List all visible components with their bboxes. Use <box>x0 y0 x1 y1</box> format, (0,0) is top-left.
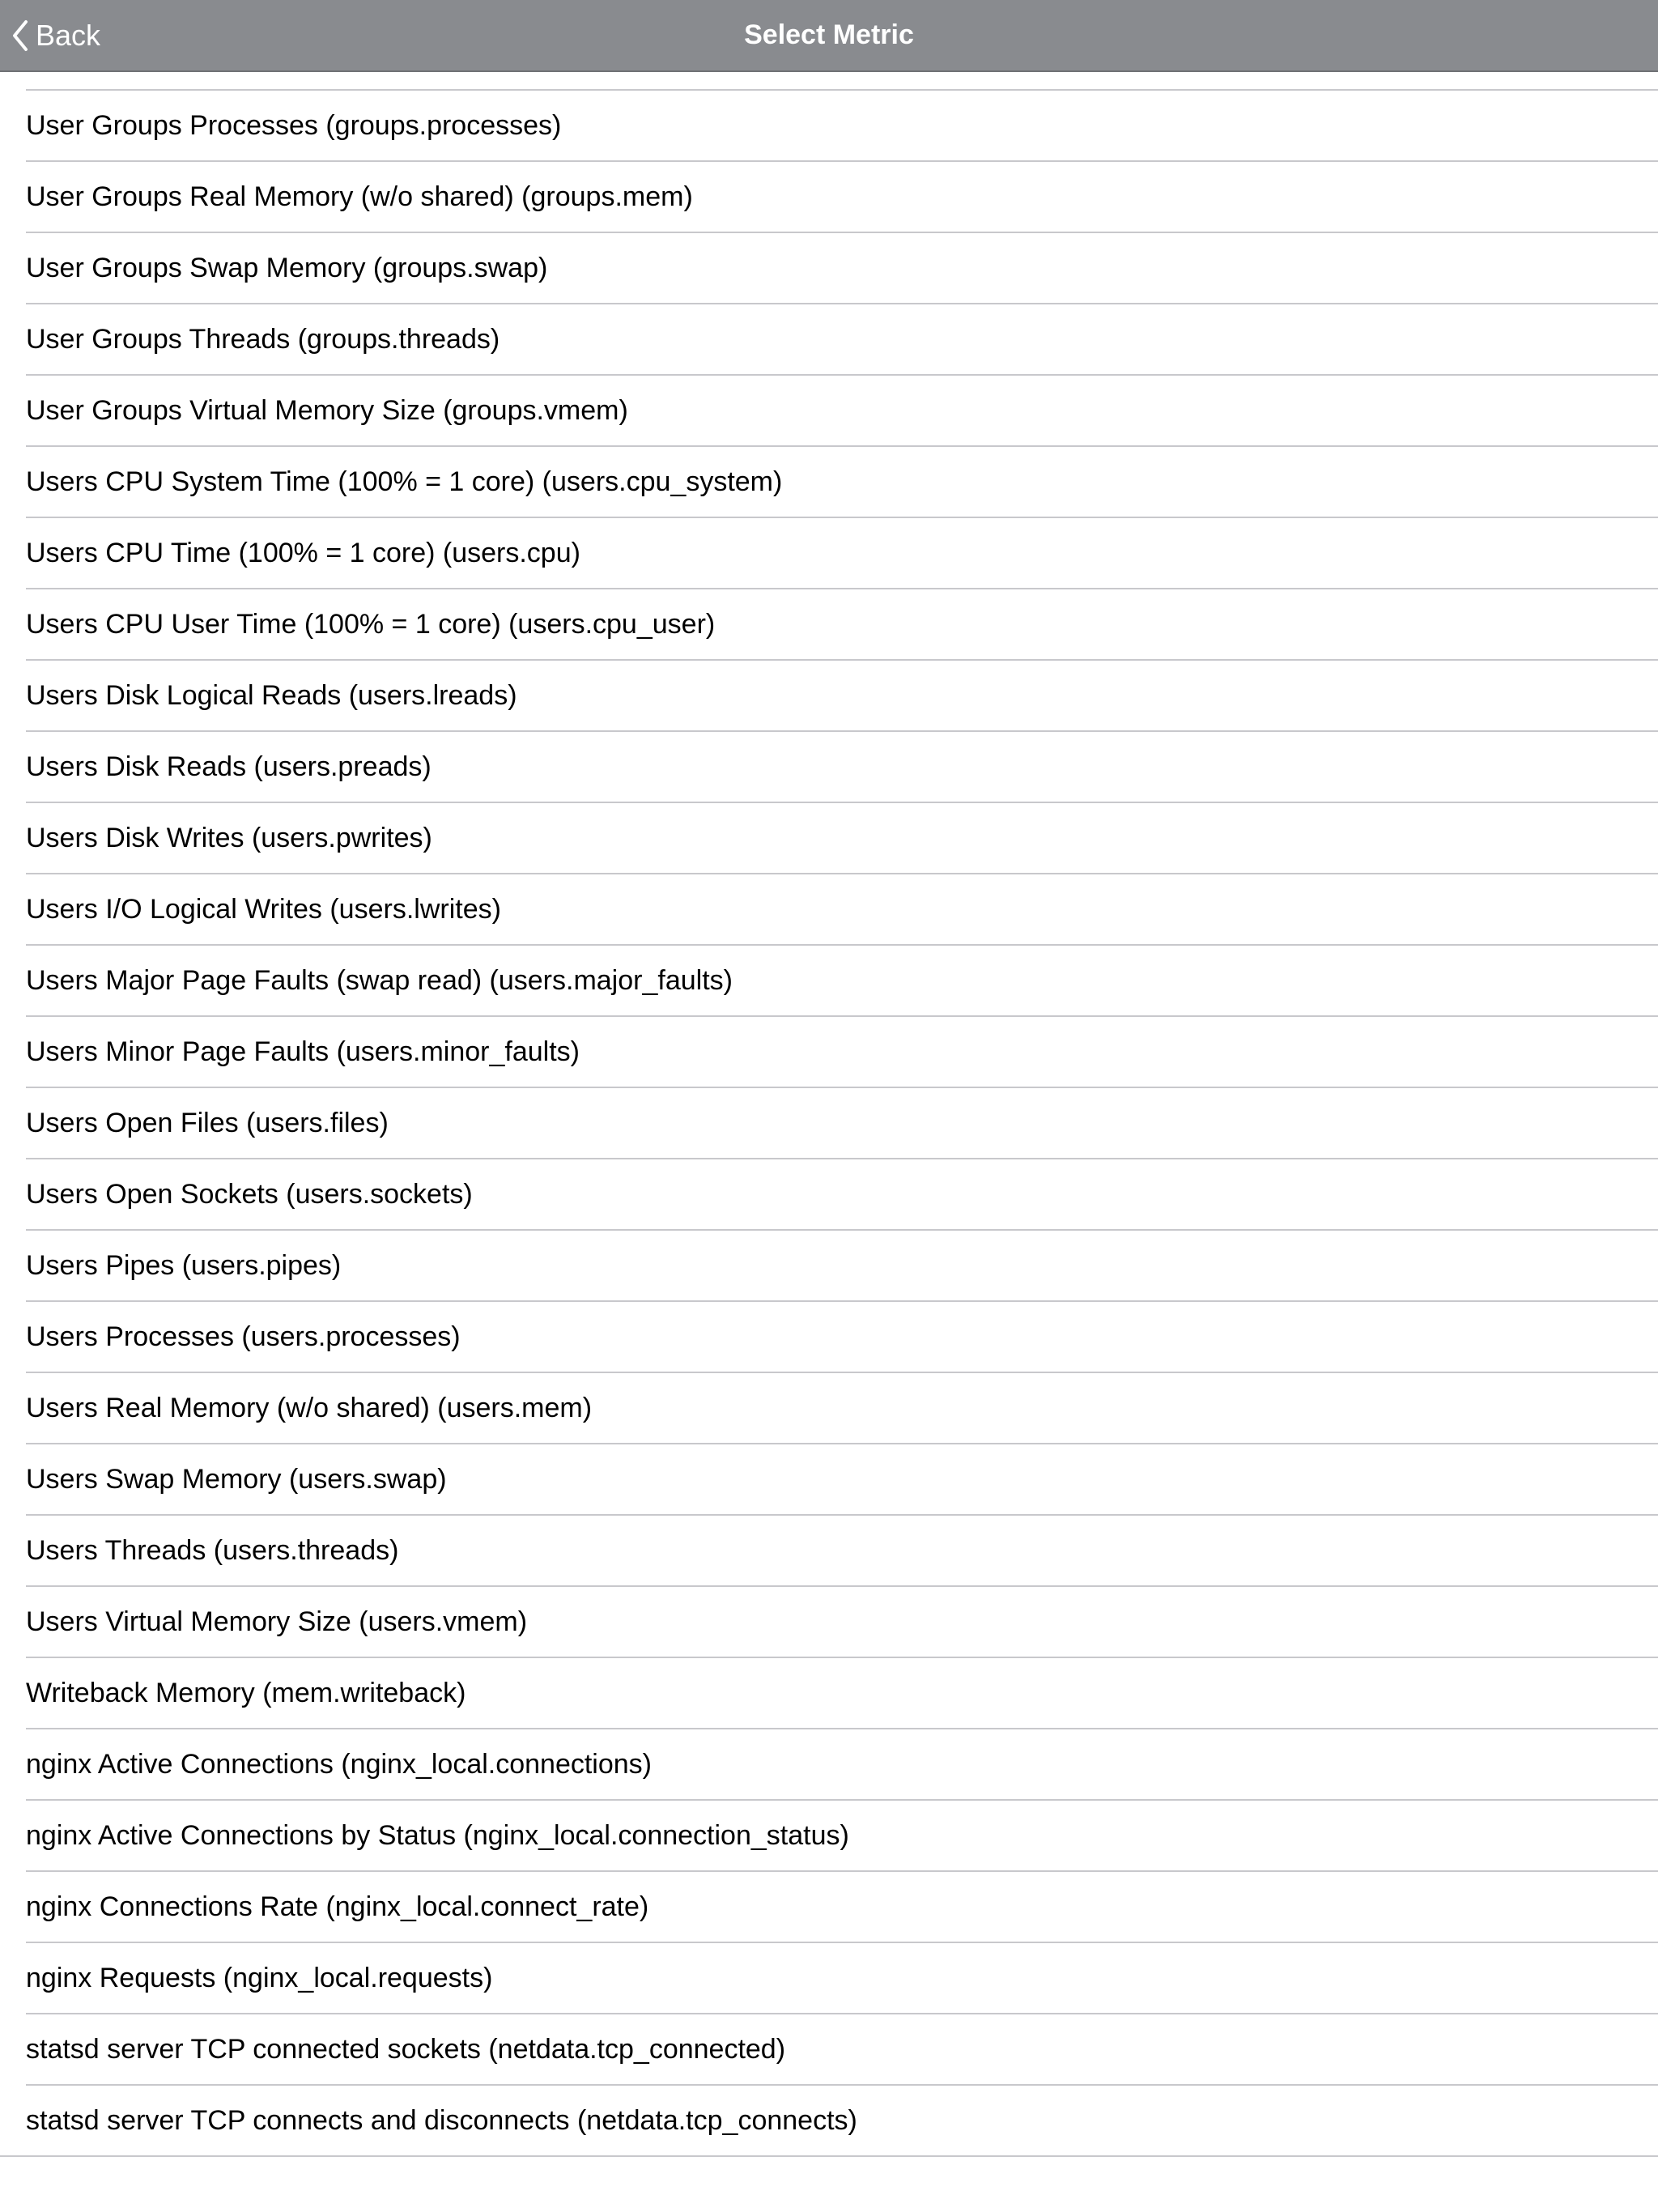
metric-list-item[interactable] <box>26 518 1658 589</box>
metric-label: Users CPU Time (100% = 1 core) (users.cpu) <box>26 537 580 568</box>
metric-list-item[interactable] <box>26 1658 1658 1729</box>
metric-label: statsd server TCP connected sockets (netdata.tcp_connected) <box>26 2033 786 2065</box>
metric-list-item[interactable] <box>26 1088 1658 1159</box>
metric-list-item[interactable] <box>26 1943 1658 2014</box>
metric-list <box>0 19 1658 2157</box>
metric-list-item[interactable] <box>26 162 1658 233</box>
metric-label: Users Real Memory (w/o shared) (users.mem) <box>26 1392 593 1423</box>
metric-label: Users Minor Page Faults (users.minor_faults) <box>26 1036 580 1067</box>
metric-list-item[interactable] <box>26 874 1658 946</box>
metric-label: Users Swap Memory (users.swap) <box>26 1463 447 1495</box>
metric-label: nginx Connections Rate (nginx_local.connect_rate) <box>26 1891 649 1922</box>
metric-label: Users Pipes (users.pipes) <box>26 1249 342 1281</box>
metric-list-item[interactable] <box>26 1801 1658 1872</box>
metric-label: nginx Active Connections by Status (nginx_local.connection_status) <box>26 1819 849 1851</box>
metric-list-item[interactable] <box>26 1444 1658 1516</box>
metric-label: Users Disk Logical Reads (users.lreads) <box>26 679 517 711</box>
metric-label: User Groups Real Memory (w/o shared) (groups.mem) <box>26 181 693 212</box>
metric-list-item[interactable] <box>0 2086 1658 2157</box>
metric-list-item[interactable] <box>26 1159 1658 1231</box>
metric-list-item[interactable] <box>26 1729 1658 1801</box>
navigation-bar <box>0 0 1658 72</box>
metric-label: User Groups Processes (groups.processes) <box>26 109 562 141</box>
metric-list-item[interactable] <box>26 91 1658 162</box>
metric-list-item[interactable] <box>26 946 1658 1017</box>
metric-label: Writeback Memory (mem.writeback) <box>26 1677 466 1708</box>
metric-label: nginx Requests (nginx_local.requests) <box>26 1962 493 1993</box>
metric-label: Users CPU User Time (100% = 1 core) (users.cpu_user) <box>26 608 716 640</box>
metric-list-item[interactable] <box>26 661 1658 732</box>
metric-label: Users Threads (users.threads) <box>26 1534 399 1566</box>
metric-list-item[interactable] <box>26 1872 1658 1943</box>
metric-list-item[interactable] <box>26 1231 1658 1302</box>
metric-list-item[interactable] <box>26 2014 1658 2086</box>
metric-list-item[interactable] <box>26 233 1658 304</box>
metric-list-item[interactable] <box>26 1373 1658 1444</box>
metric-label: User Groups Threads (groups.threads) <box>26 323 500 355</box>
metric-label: Users Open Sockets (users.sockets) <box>26 1178 473 1210</box>
metric-list-item[interactable] <box>26 1017 1658 1088</box>
metric-label: Users I/O Logical Writes (users.lwrites) <box>26 893 501 925</box>
back-label: Back <box>36 18 101 52</box>
metric-list-item[interactable] <box>26 732 1658 803</box>
metric-label: statsd server TCP connects and disconnects (netdata.tcp_connects) <box>26 2104 857 2136</box>
metric-list-item[interactable] <box>26 589 1658 661</box>
metric-list-item[interactable] <box>26 1302 1658 1373</box>
metric-list-item[interactable] <box>26 376 1658 447</box>
metric-label: Users Disk Reads (users.preads) <box>26 751 432 782</box>
metric-label: Users CPU System Time (100% = 1 core) (users.cpu_system) <box>26 466 783 497</box>
metric-label: nginx Active Connections (nginx_local.connections) <box>26 1748 653 1780</box>
metric-label: Users Processes (users.processes) <box>26 1321 461 1352</box>
metric-label: User Groups Swap Memory (groups.swap) <box>26 252 548 283</box>
metric-list-item[interactable] <box>26 1516 1658 1587</box>
metric-label: User Groups Virtual Memory Size (groups.vmem) <box>26 394 628 426</box>
metric-label: Users Open Files (users.files) <box>26 1107 389 1138</box>
metric-list-item[interactable] <box>26 803 1658 874</box>
metric-list-item[interactable] <box>26 447 1658 518</box>
metric-label: Users Disk Writes (users.pwrites) <box>26 822 432 853</box>
metric-list-item[interactable] <box>26 1587 1658 1658</box>
metric-label: Users Major Page Faults (swap read) (users.major_faults) <box>26 964 733 996</box>
metric-label: Users Virtual Memory Size (users.vmem) <box>26 1606 528 1637</box>
metric-list-item[interactable] <box>26 304 1658 376</box>
page-title: Select Metric <box>744 19 914 50</box>
